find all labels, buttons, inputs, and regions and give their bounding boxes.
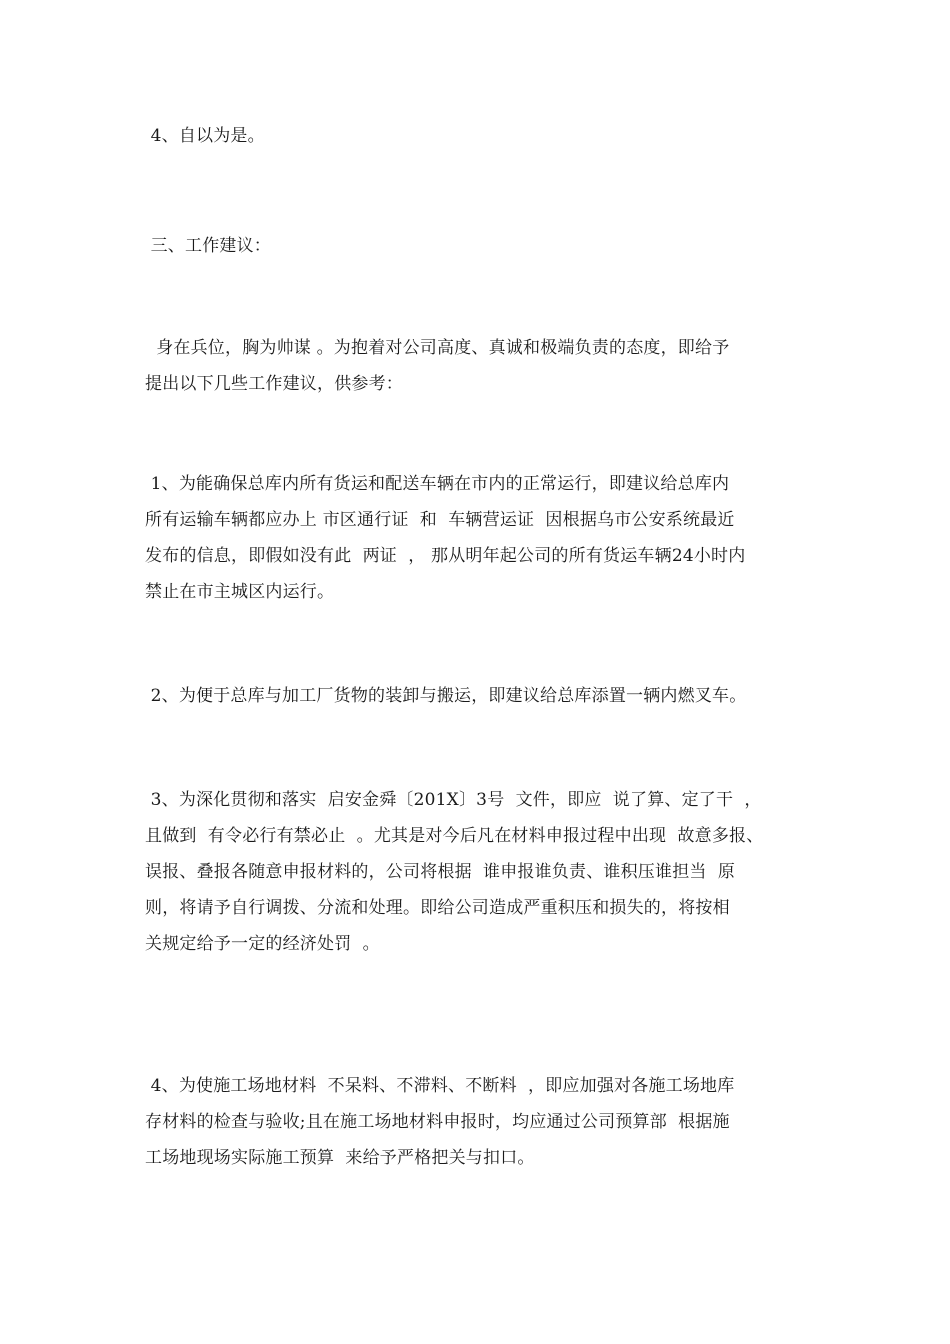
text-line: 身在兵位，胸为帅谋 。为抱着对公司高度、真诚和极端负责的态度，即给予 <box>145 338 730 358</box>
text-line: 发布的信息，即假如没有此 两证 ， 那从明年起公司的所有货运车辆24小时内 <box>145 546 746 566</box>
text-line: 则，将请予自行调拨、分流和处理。即给公司造成严重积压和损失的，将按相 <box>145 898 730 918</box>
text-line: 4、为使施工场地材料 不呆料、不滞料、不断料 ，即应加强对各施工场地库 <box>145 1076 735 1096</box>
text-line: 误报、叠报各随意申报材料的，公司将根据 谁申报谁负责、谁积压谁担当 原 <box>145 862 736 882</box>
text-line: 所有运输车辆都应办上 市区通行证 和 车辆营运证 因根据乌市公安系统最近 <box>145 510 735 530</box>
paragraph-suggestion-4 <box>145 1068 825 1176</box>
text-line: 且做到 有令必行有禁必止 。尤其是对今后凡在材料申报过程中出现 故意多报、 <box>145 826 764 846</box>
text-line: 工场地现场实际施工预算 来给予严格把关与扣口。 <box>145 1148 535 1168</box>
paragraph-suggestion-1 <box>145 466 825 610</box>
paragraph-suggestion-3 <box>145 782 825 962</box>
paragraph-suggestion-2 <box>145 678 825 714</box>
paragraph-intro <box>145 330 825 402</box>
section-heading-work-suggestions <box>145 228 825 264</box>
text-line: 4、自以为是。 <box>145 126 265 146</box>
text-line: 禁止在市主城区内运行。 <box>145 582 335 602</box>
text-line: 提出以下几些工作建议，供参考： <box>145 374 403 394</box>
text-line: 三、工作建议： <box>145 236 272 256</box>
text-line: 3、为深化贯彻和落实 启安金舜〔201X〕3号 文件，即应 说了算、定了干 ， <box>145 790 762 810</box>
text-line: 2、为便于总库与加工厂货物的装卸与搬运，即建议给总库添置一辆内燃叉车。 <box>145 686 747 706</box>
text-line: 关规定给予一定的经济处罚 。 <box>145 934 380 954</box>
paragraph-item-4 <box>145 118 825 154</box>
text-line: 存材料的检查与验收;且在施工场地材料申报时，均应通过公司预算部 根据施 <box>145 1112 730 1132</box>
text-line: 1、为能确保总库内所有货运和配送车辆在市内的正常运行，即建议给总库内 <box>145 474 730 494</box>
